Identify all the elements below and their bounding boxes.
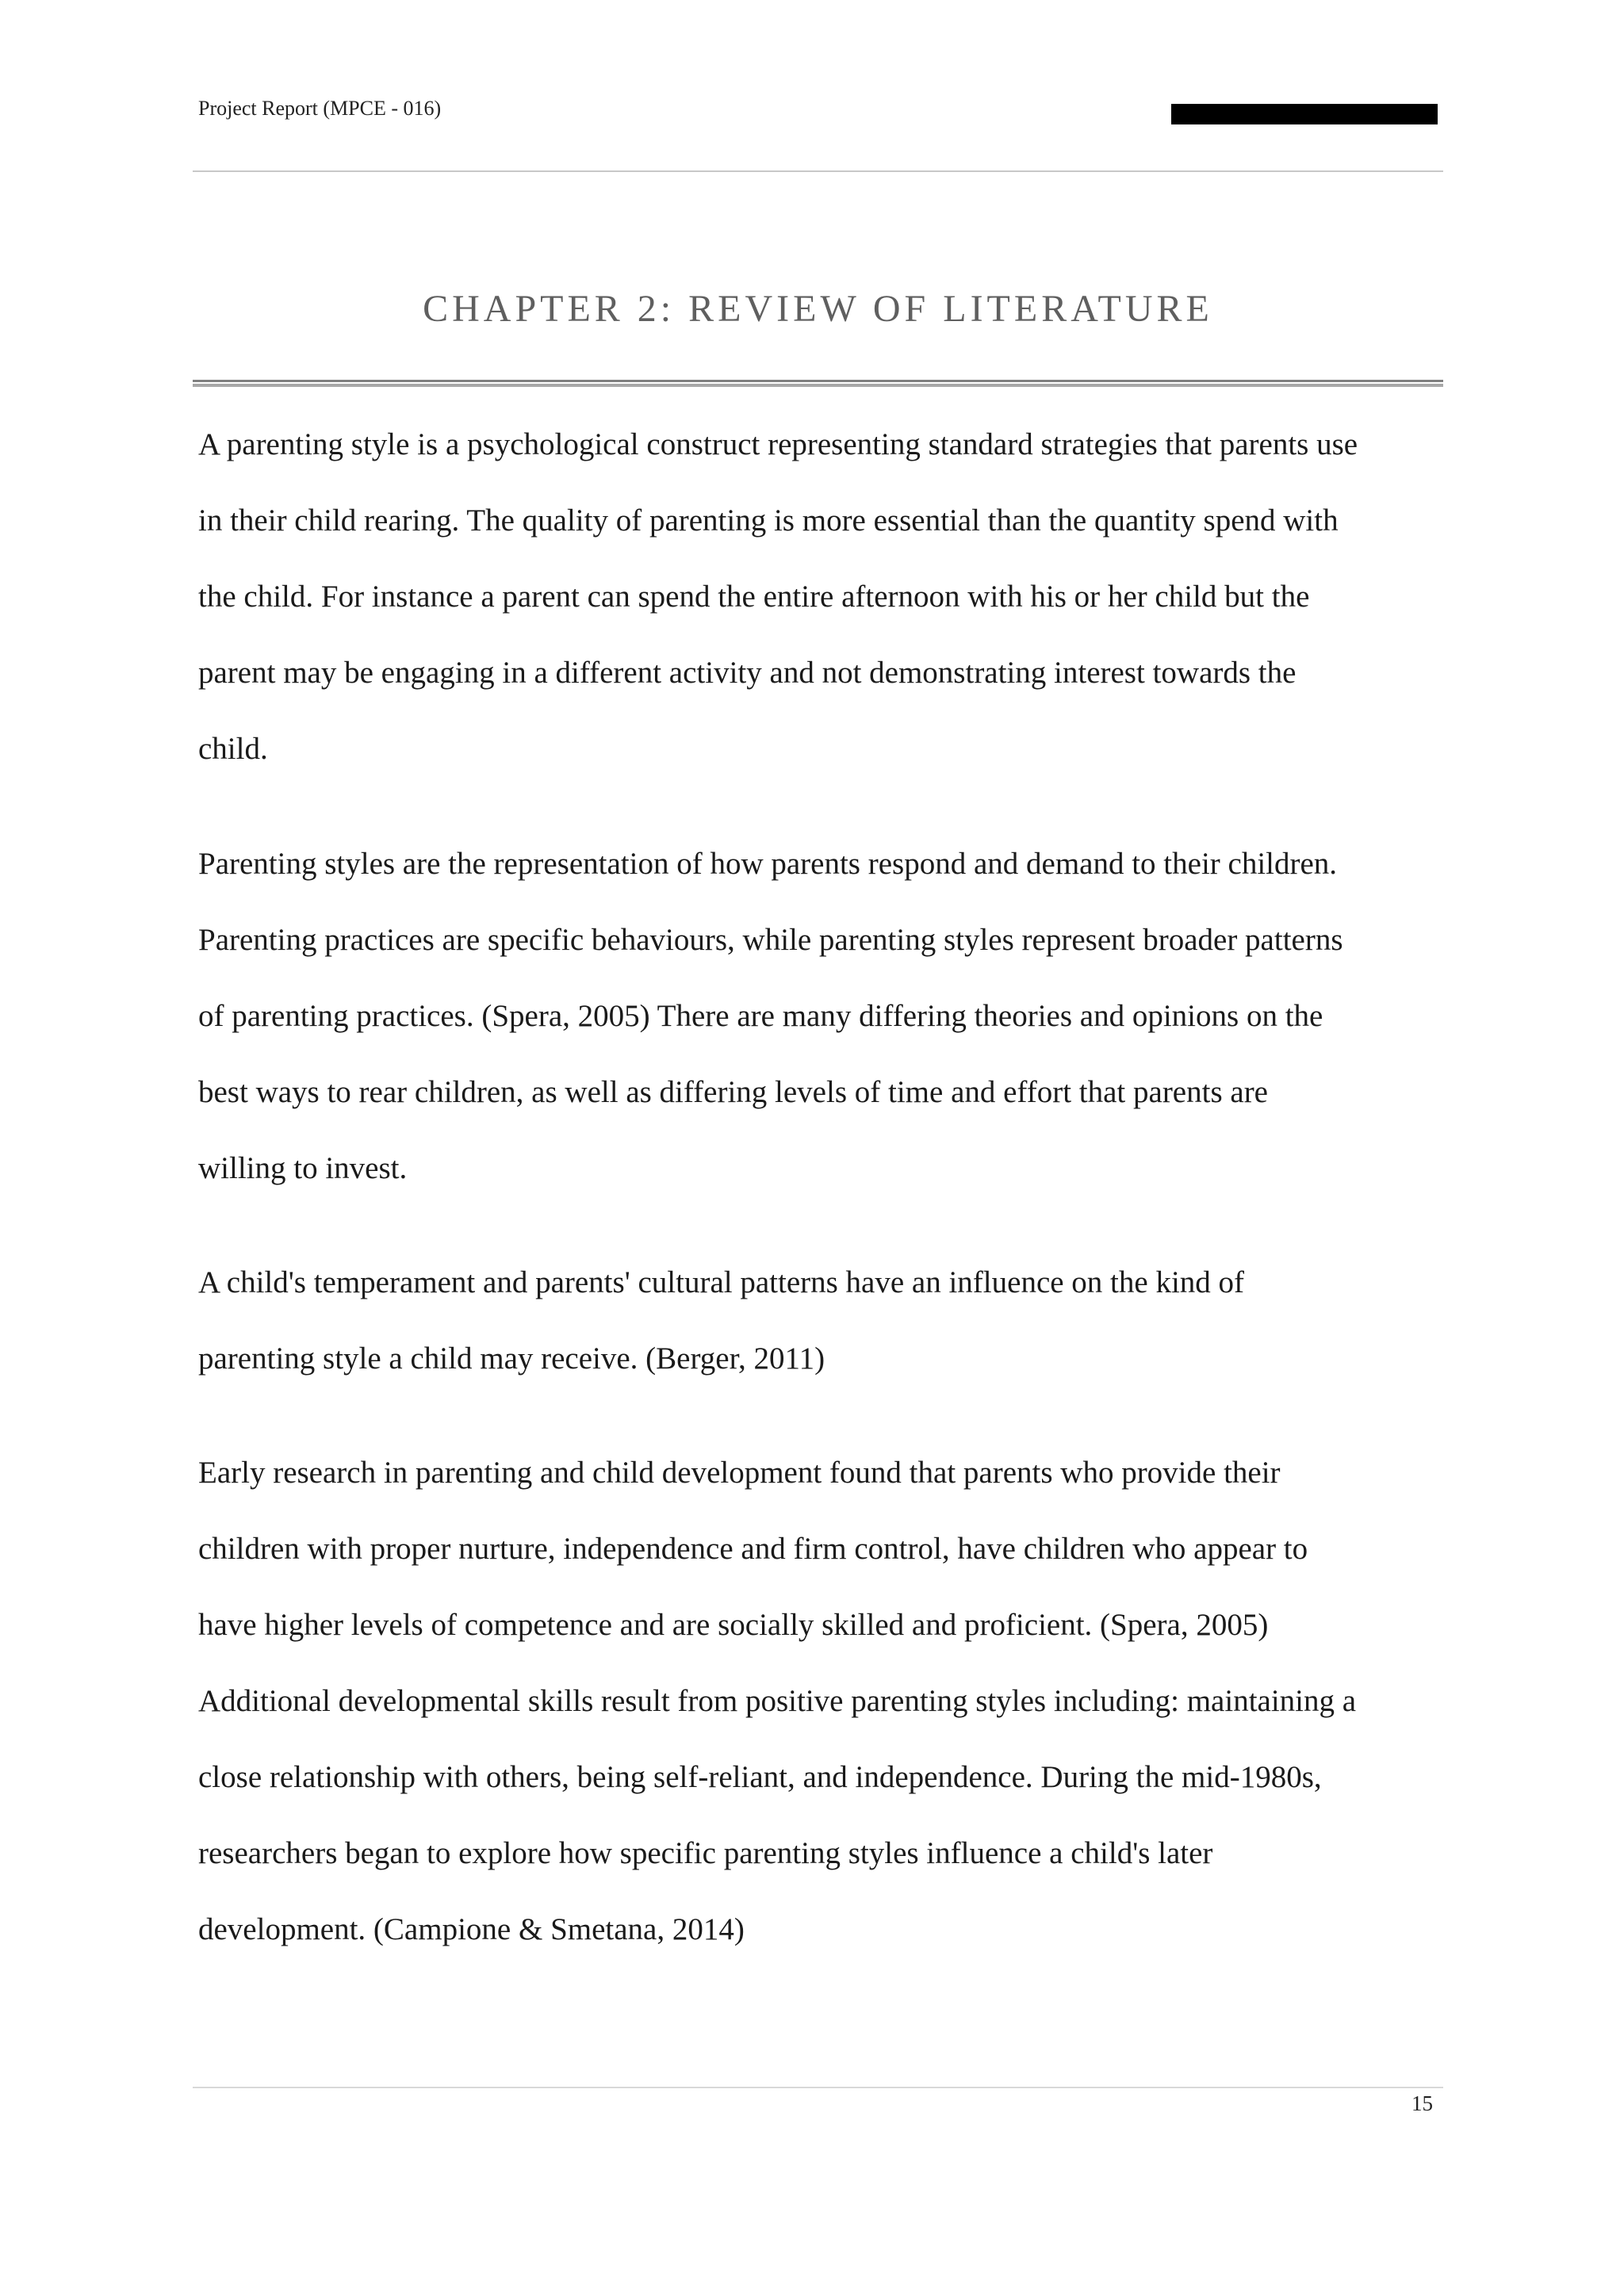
paragraph-line: child. (198, 732, 268, 766)
paragraph-line: the child. For instance a parent can spend the entire afternoon with his or her child but the (198, 580, 1310, 614)
header-divider (193, 170, 1443, 172)
paragraph-line: Additional developmental skills result from positive parenting styles including: maintaining a (198, 1684, 1357, 1718)
paragraph-line: of parenting practices. (Spera, 2005) There are many differing theories and opinions on the (198, 999, 1323, 1033)
paragraph-line: best ways to rear children, as well as differing levels of time and effort that parents are (198, 1075, 1268, 1109)
paragraph-2 (198, 826, 1467, 1207)
paragraph-line: in their child rearing. The quality of parenting is more essential than the quantity spend with (198, 503, 1339, 538)
page-number: 15 (1411, 2091, 1433, 2115)
paragraph-line: Parenting styles are the representation of how parents respond and demand to their children. (198, 847, 1338, 881)
paragraph-line: Early research in parenting and child development found that parents who provide their (198, 1456, 1281, 1490)
paragraph-line: willing to invest. (198, 1151, 408, 1185)
paragraph-3 (198, 1245, 1467, 1397)
paragraph-line: have higher levels of competence and are socially skilled and proficient. (Spera, 2005) (198, 1608, 1269, 1642)
paragraph-1 (198, 407, 1467, 787)
paragraph-line: parenting style a child may receive. (Berger, 2011) (198, 1341, 825, 1376)
paragraph-line: children with proper nurture, independence and firm control, have children who appear to (198, 1532, 1308, 1566)
title-double-rule (193, 380, 1443, 387)
paragraph-line: development. (Campione & Smetana, 2014) (198, 1912, 745, 1946)
paragraph-line: close relationship with others, being self-reliant, and independence. During the mid-1980s, (198, 1760, 1322, 1794)
paragraph-line: Parenting practices are specific behaviours, while parenting styles represent broader patterns (198, 923, 1343, 957)
paragraph-line: A parenting style is a psychological construct representing standard strategies that parents use (198, 427, 1358, 461)
chapter-title: CHAPTER 2: REVIEW OF LITERATURE (423, 288, 1213, 330)
paragraph-line: researchers began to explore how specific parenting styles influence a child's later (198, 1836, 1213, 1870)
redaction-bar (1171, 104, 1438, 124)
paragraph-line: A child's temperament and parents' cultural patterns have an influence on the kind of (198, 1265, 1245, 1299)
footer-divider (193, 2087, 1443, 2088)
header-title: Project Report (MPCE - 016) (198, 97, 442, 120)
paragraph-line: parent may be engaging in a different activity and not demonstrating interest towards the (198, 656, 1297, 690)
paragraph-4 (198, 1435, 1467, 1968)
